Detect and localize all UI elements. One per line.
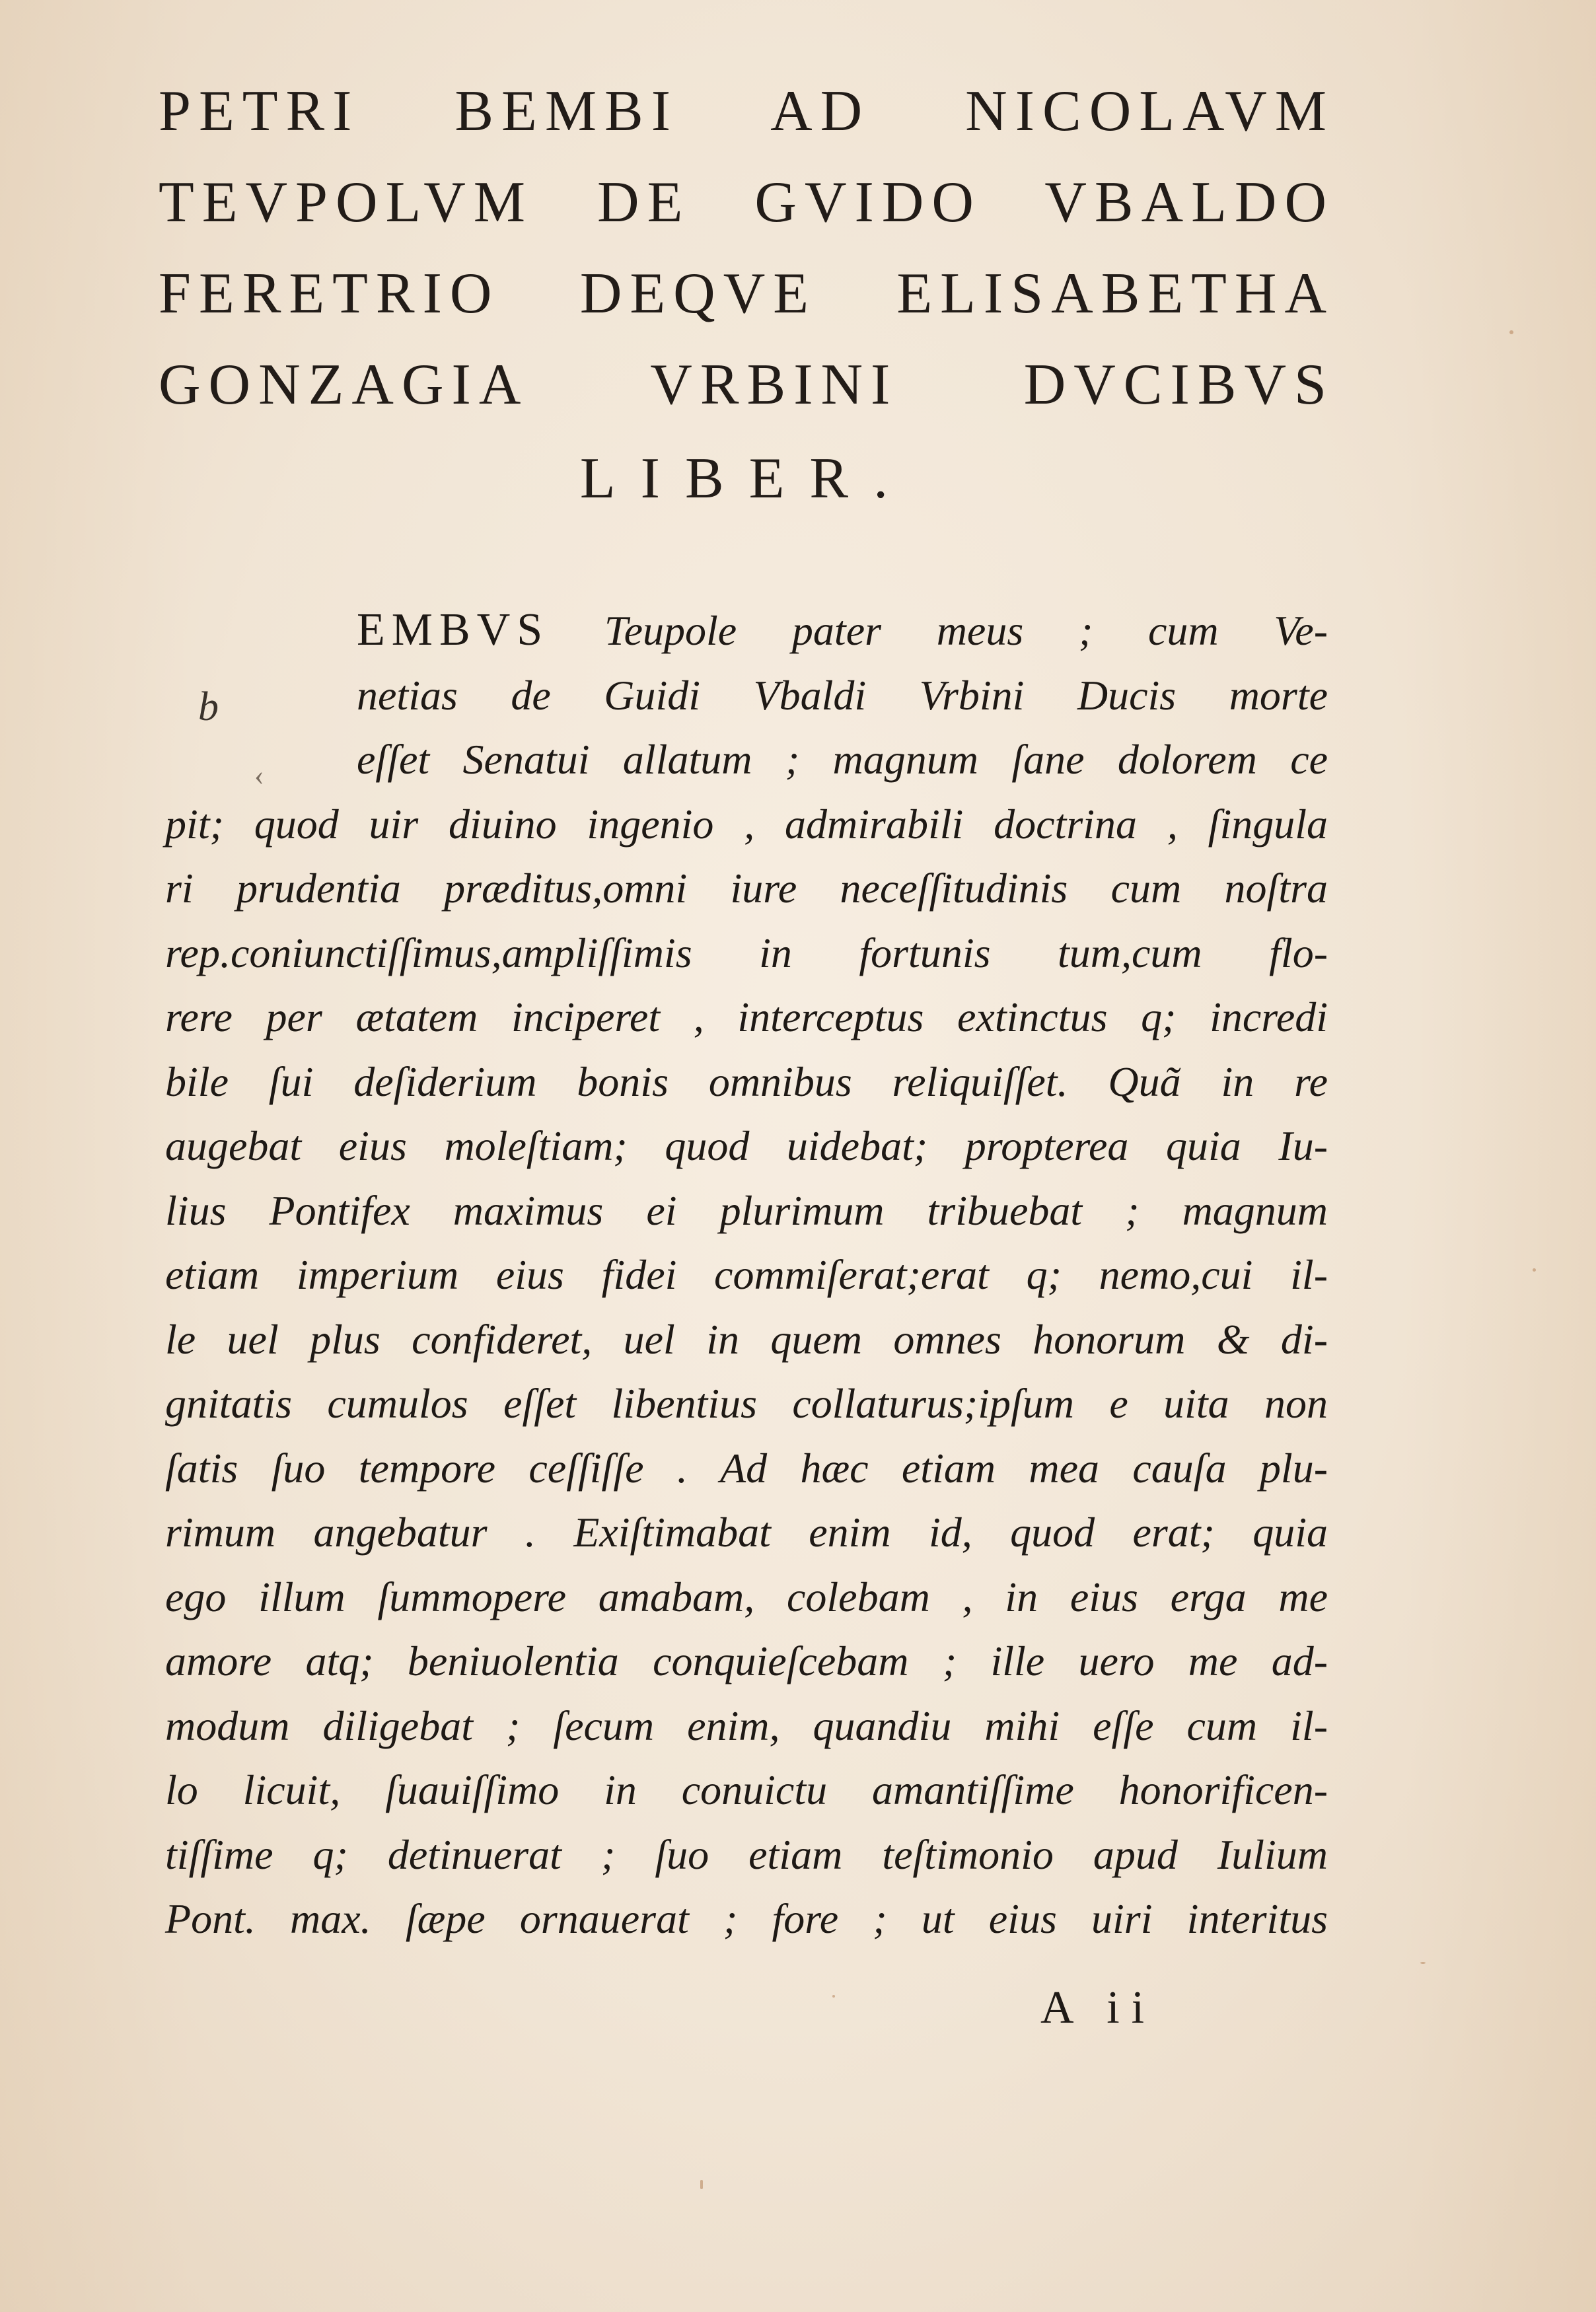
body-line-1 <box>165 598 1328 663</box>
body-line: lo licuit, ſuauiſſimo in conuictu amantiſſime honorificen- <box>165 1766 1328 1813</box>
body-line: amore atq; beniuolentia conquieſcebam ; ille uero me ad- <box>165 1638 1328 1684</box>
page-title <box>159 66 1334 524</box>
title-liber: LIBER. <box>579 447 914 511</box>
body-line: le uel plus confideret, uel in quem omnes honorum & di- <box>165 1315 1328 1363</box>
body-line: rep.coniunctiſſimus,ampliſſimis in fortunis tum,cum flo- <box>165 929 1328 976</box>
opening-rest: Teupole pater meus ; cum Ve- <box>604 607 1328 654</box>
body-line: tiſſime q; detinuerat ; ſuo etiam teſtimonio apud Iulium <box>165 1830 1328 1878</box>
body-line: etiam imperium eius fidei commiſerat;erat q; nemo,cui il- <box>165 1251 1328 1298</box>
body-line: eſſet Senatui allatum ; magnum ſane dolorem ce <box>357 736 1328 783</box>
title-line-1: PETRI BEMBI AD NICOLAVM <box>159 79 1334 143</box>
body-line: rimum angebatur . Exiſtimabat enim id, quod erat; quia <box>165 1509 1328 1556</box>
body-line: ri prudentia præditus,omni iure neceſſitudinis cum noſtra <box>165 865 1328 912</box>
opening-small-caps: EMBVS <box>357 604 550 655</box>
marginal-mark: ‹ <box>254 759 264 791</box>
body-line: lius Pontifex maximus ei plurimum tribuebat ; magnum <box>165 1186 1328 1234</box>
paper-speck <box>1509 330 1513 334</box>
body-line: netias de Guidi Vbaldi Vrbini Ducis morte <box>357 671 1328 719</box>
body-line: gnitatis cumulos eſſet libentius collaturus;ipſum e uita non <box>165 1380 1328 1427</box>
body-line: ego illum ſummopere amabam, colebam , in eius erga me <box>165 1573 1328 1620</box>
body-line: rere per ætatem inciperet , interceptus extinctus q; incredi <box>165 993 1328 1040</box>
paper-speck <box>700 2180 703 2189</box>
body-line: augebat eius moleſtiam; quod uidebat; propterea quia Iu- <box>165 1122 1328 1169</box>
body-line: pit; quod uir diuino ingenio , admirabili doctrina , ſingula <box>165 800 1328 848</box>
marginal-note: b <box>198 684 219 729</box>
body-line: ſatis ſuo tempore ceſſiſſe . Ad hæc etiam mea cauſa plu- <box>165 1444 1328 1492</box>
paper-speck <box>832 1995 835 1998</box>
paper-speck <box>1533 1268 1536 1272</box>
body-line: bile ſui deſiderium bonis omnibus reliquiſſet. Quã in re <box>165 1058 1328 1105</box>
title-line-2: TEVPOLVM DE GVIDO VBALDO <box>159 170 1334 235</box>
body-line: Pont. max. ſæpe ornauerat ; fore ; ut eius uiri interitus <box>165 1895 1328 1942</box>
paper-speck <box>1420 1962 1426 1964</box>
body-text <box>165 598 1328 1951</box>
title-line-3: FERETRIO DEQVE ELISABETHA <box>159 262 1334 326</box>
body-line: modum diligebat ; ſecum enim, quandiu mihi eſſe cum il- <box>165 1702 1328 1749</box>
signature-mark: A ii <box>1040 1982 1157 2033</box>
title-line-4: GONZAGIA VRBINI DVCIBVS <box>159 353 1334 417</box>
